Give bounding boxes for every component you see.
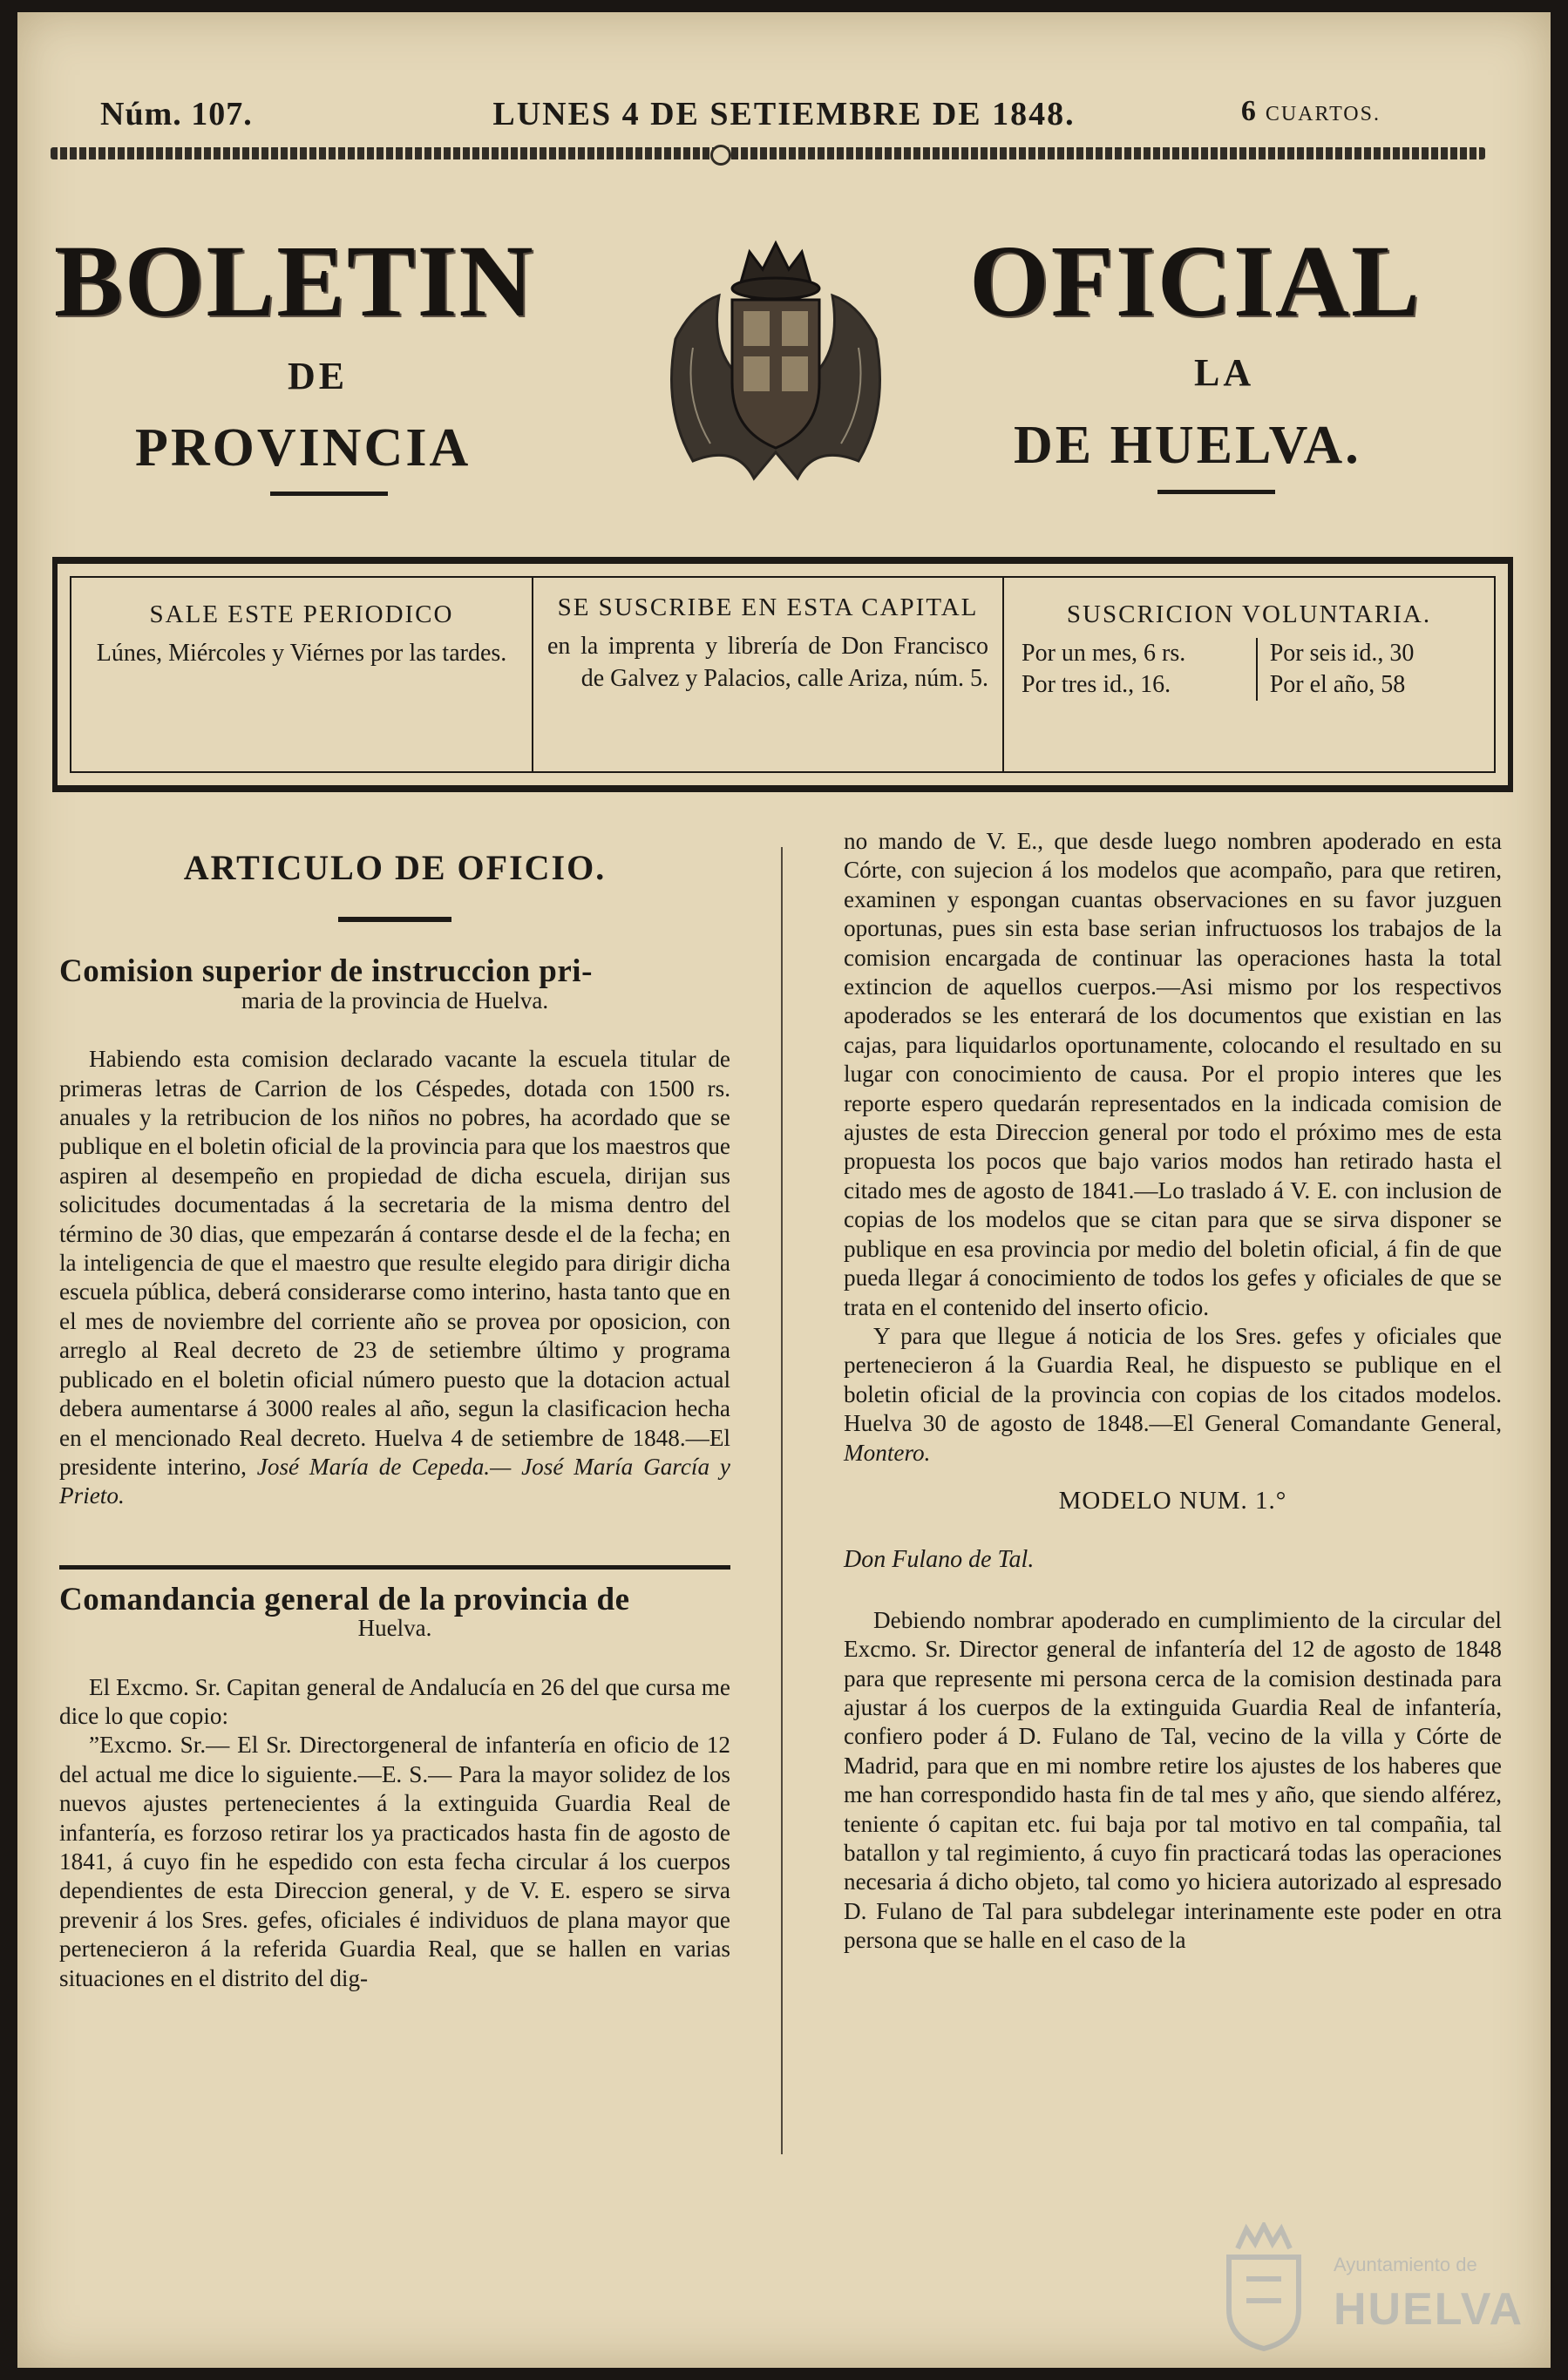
- rates-table: [1018, 638, 1480, 701]
- section2-intro: El Excmo. Sr. Capitan general de Andalucía en 26 del que cursa me dice lo que copio:: [59, 1673, 730, 1729]
- heading-rule: [338, 917, 451, 922]
- subscription-rates: [1004, 578, 1494, 771]
- rate-cell: Por el año, 58: [1257, 669, 1480, 701]
- publication-order: Y para que llegue á noticia de los Sres. gefes y oficiales que pertenecieron á la Guardia Real, he dispuesto se publique en el boletin oficial de la provincia con copias de los citados modelos. Huelva 30 de agosto de 1848.—El General Comandante General, Montero.: [844, 1322, 1502, 1466]
- location-title: SE SUSCRIBE EN ESTA CAPITAL: [557, 593, 979, 621]
- masthead-la: LA: [1194, 351, 1255, 394]
- section1-subtitle: maria de la provincia de Huelva.: [241, 987, 549, 1014]
- schedule-title: SALE ESTE PERIODICO: [149, 600, 454, 628]
- model-name: Don Fulano de Tal.: [844, 1546, 1035, 1574]
- subscription-location: [533, 578, 1004, 771]
- section1-signers: José María de Cepeda.— José María García y Prieto.: [59, 1453, 730, 1509]
- section1-title: Comision superior de instruccion pri-: [59, 953, 593, 990]
- publication-schedule: [71, 578, 533, 771]
- ayuntamiento-watermark: [1203, 2217, 1534, 2356]
- subscription-box: [52, 557, 1513, 792]
- ornamental-rule: [51, 147, 1485, 159]
- rates-row: [1018, 669, 1480, 701]
- letter-continuation: no mando de V. E., que desde luego nombren apoderado en esta Córte, con sujecion á los modelos que acompaño, para que retiren, examinen y espongan cuantas observaciones en su favor juzguen oportunas, pues sin esta base serian infructuosos los trabajos de la comision encargada de continuar las operaciones hasta la total extincion de aquellos cuerpos.—Asi mismo por los respectivos apoderados se les enterará de los documentos que existian en las cajas, para liquidarlos oportunamente, colocando el resultado en su lugar con conocimiento de causa. Por el propio interes que les reporte espero quedarán representados en la indicada comision de ajustes de esta Direccion general por todo el próximo mes de esta propuesta los pocos que bajo varios modos han retirado hasta el citado mes de agosto de 1841.—Lo traslado á V. E. con inclusion de copias de los modelos que se citan para que se sirva disponer se publique en esa provincia por medio del boletin oficial, á fin de que pueda llegar á conocimiento de todos los gefes y oficiales de que se trata en el contenido del inserto oficio.: [844, 828, 1502, 1320]
- left-column: [59, 827, 730, 1993]
- general-signer: Montero.: [844, 1439, 931, 1466]
- location-text: en la imprenta y librería de Don Francisco de Galvez y Palacios, calle Ariza, núm. 5.: [547, 633, 988, 692]
- newspaper-page: [17, 12, 1551, 2368]
- rates-title: SUSCRICION VOLUNTARIA.: [1066, 600, 1432, 628]
- city-crest-icon: [1212, 2222, 1316, 2353]
- model-body: Debiendo nombrar apoderado en cumplimiento de la circular del Excmo. Sr. Director general de infantería del 12 de agosto de 1848 para que represente mi persona cerca de la comision destinada para ajustar á los cuerpos de la extinguida Guardia Real de infantería, confiero poder á D. Fulano de Tal, vecino de la villa y Córte de Madrid, para que en mi nombre retire los ajustes de los haberes que me han correspondido hasta fin de tal mes y año, que siendo alférez, teniente ó capitan etc. fui baja por tal motivo en tal compañia, tal batallon y tal regimiento, á cuyo fin practicará todas las operaciones necesaria á dicho objeto, tal como yo hiciera autorizado al espresado D. Fulano de Tal para subdelegar interinamente este poder en otra persona que se halle en el caso de la: [844, 1606, 1502, 1954]
- issue-number: Núm. 107.: [100, 96, 253, 132]
- right-column: [844, 827, 1502, 1956]
- section2-subtitle: Huelva.: [357, 1615, 432, 1642]
- watermark-big-text: HUELVA: [1334, 2284, 1524, 2335]
- rate-cell: Por un mes, 6 rs.: [1022, 640, 1186, 667]
- masthead-boletin: BOLETIN: [54, 224, 535, 338]
- masthead-provincia: PROVINCIA: [135, 418, 472, 478]
- masthead-rule-left: [270, 492, 388, 496]
- rate-cell: Por seis id., 30: [1257, 638, 1480, 669]
- section1-body: Habiendo esta comision declarado vacante la escuela titular de primeras letras de Carrion de los Céspedes, dotada con 1500 rs. anuales y la retribucion de los niños no pobres, ha acordado que se publique en el boletin oficial de la provincia para que los maestros que aspiren al desempeño en propiedad de dicha escuela, dirijan sus solicitudes documentadas á la secretaria de la misma dentro del término de 30 dias, que empezarán á contarse desde el de la fecha; en la inteligencia de que el maestro que resulte elegido para dirigir dicha escuela pública, deberá considerarse como interino, hasta tanto que en el mes de noviembre del corriente año se provea por oposicion, con arreglo al Real decreto de 23 de setiembre último y programa publicado en el boletin oficial número puesto que la dotacion actual debera aumentarse á 3000 reales al año, segun la clasificacion hecha en el mencionado Real decreto. Huelva 4 de setiembre de 1848.—El presidente interino, José María de Cepeda.— José María García y Prieto.: [59, 1046, 730, 1509]
- masthead-de: DE: [288, 355, 349, 397]
- model-title: MODELO NUM. 1.°: [1058, 1486, 1287, 1515]
- rate-cell: Por tres id., 16.: [1022, 671, 1171, 698]
- masthead-de-huelva: DE HUELVA.: [1014, 416, 1361, 475]
- masthead-rule-right: [1157, 490, 1275, 494]
- coat-of-arms-emblem: [658, 234, 893, 487]
- rates-row: [1018, 638, 1480, 669]
- issue-date: LUNES 4 DE SETIEMBRE DE 1848.: [492, 96, 1076, 132]
- issue-header: [83, 95, 1485, 130]
- column-divider: [781, 847, 783, 2154]
- schedule-text: Lúnes, Miércoles y Viérnes por las tardes.: [96, 640, 507, 667]
- section-rule: [59, 1565, 730, 1570]
- section2-title: Comandancia general de la provincia de: [59, 1581, 630, 1617]
- masthead-oficial: OFICIAL: [969, 224, 1422, 338]
- watermark-small-text: Ayuntamiento de: [1334, 2254, 1477, 2275]
- article-heading: ARTICULO DE OFICIO.: [183, 848, 607, 887]
- issue-price: 6 CUARTOS.: [1240, 95, 1381, 127]
- section2-letter: ”Excmo. Sr.— El Sr. Directorgeneral de infantería en oficio de 12 del actual me dice lo siguiente.—E. S.— Para la mayor solidez de los nuevos ajustes pertenecientes á la extinguida Guardia Real de infantería, es forzoso retirar los ya practicados hasta fin de agosto de 1841, á cuyo fin he espedido con esta fecha circular á los cuerpos dependientes de esta Direccion general, y de V. E. espero se sirva prevenir á los Sres. gefes, oficiales é individuos de plana mayor que pertenecieron á la referida Guardia Real, que se hallen en varias situaciones en el distrito del dig-: [59, 1732, 730, 1991]
